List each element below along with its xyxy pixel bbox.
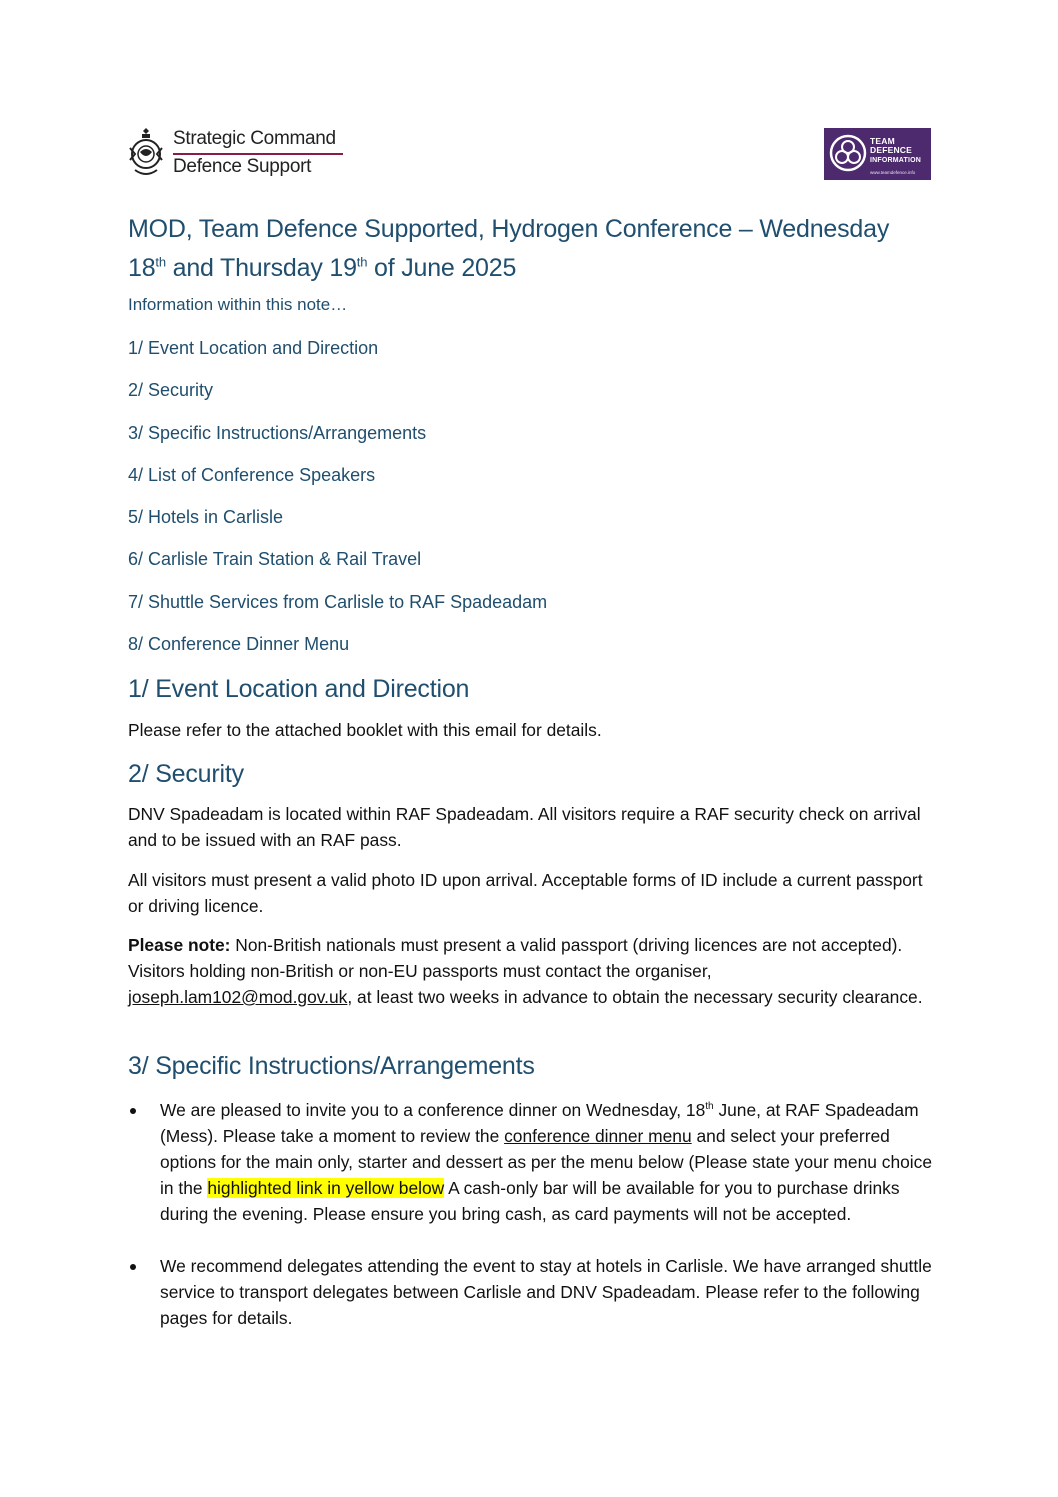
list-item: We are pleased to invite you to a conference dinner on Wednesday, 18th June, at RAF Spadeadam (Mess). Please take a moment to review the conference dinner menu and select your preferred options for the main only, starter and dessert as per the menu below (Please state your menu choice in the highlighted link in yellow below A cash-only bar will be available for you to purchase drinks during the evening. Please ensure you bring cash, as card payments will not be accepted.: [128, 1097, 934, 1227]
section-3-heading: 3/ Specific Instructions/Arrangements: [128, 1052, 535, 1080]
royal-crest-icon: [127, 126, 165, 178]
document-title: MOD, Team Defence Supported, Hydrogen Conference – Wednesday 18th and Thursday 19th of June 2025: [128, 215, 890, 282]
logo-url: www.teamdefence.info: [870, 170, 916, 175]
logo-divider: [173, 153, 343, 155]
toc-item[interactable]: 6/ Carlisle Train Station & Rail Travel: [128, 549, 422, 570]
section-1-heading: 1/ Event Location and Direction: [128, 675, 470, 703]
logo-line-1: Strategic Command: [173, 128, 336, 149]
organiser-email-link[interactable]: joseph.lam102@mod.gov.uk: [128, 987, 348, 1007]
team-defence-logo: [824, 128, 931, 180]
bullet-icon: [130, 1264, 136, 1270]
toc-item[interactable]: 2/ Security: [128, 380, 214, 401]
bullet-icon: [130, 1108, 136, 1114]
toc-intro: Information within this note…: [128, 295, 348, 314]
security-paragraph-1: DNV Spadeadam is located within RAF Spadeadam. All visitors require a RAF security check on arrival and to be issued with an RAF pass.: [128, 804, 921, 850]
toc-item[interactable]: 3/ Specific Instructions/Arrangements: [128, 422, 427, 443]
toc-item[interactable]: 7/ Shuttle Services from Carlisle to RAF Spadeadam: [128, 591, 548, 612]
trefoil-emblem-icon: [828, 133, 868, 173]
toc-item[interactable]: 4/ List of Conference Speakers: [128, 464, 376, 485]
highlighted-text: highlighted link in yellow below: [207, 1178, 445, 1198]
table-of-contents: [128, 335, 547, 673]
toc-item[interactable]: 8/ Conference Dinner Menu: [128, 634, 350, 655]
dinner-menu-link[interactable]: conference dinner menu: [504, 1126, 692, 1146]
logo-information: INFORMATION: [870, 157, 922, 164]
section-1-text: Please refer to the attached booklet with this email for details.: [128, 720, 602, 740]
logo-defence: DEFENCE: [870, 145, 913, 155]
logo-team: TEAM: [870, 136, 895, 146]
security-paragraph-2: All visitors must present a valid photo ID upon arrival. Acceptable forms of ID include a current passport or driving licence.: [128, 870, 923, 916]
instructions-list: [128, 1097, 934, 1357]
security-note: Please note: Non-British nationals must present a valid passport (driving licences are not accepted). Visitors holding non-British or non-EU passports must contact the organiser, joseph.lam102@mod.gov.uk, at least two weeks in advance to obtain the necessary security clearance.: [128, 935, 923, 1007]
toc-item[interactable]: 1/ Event Location and Direction: [128, 338, 379, 358]
section-2-heading: 2/ Security: [128, 760, 244, 788]
logo-line-2: Defence Support: [173, 156, 312, 177]
toc-item[interactable]: 5/ Hotels in Carlisle: [128, 507, 284, 528]
list-item: We recommend delegates attending the event to stay at hotels in Carlisle. We have arranged shuttle service to transport delegates between Carlisle and DNV Spadeadam. Please refer to the following pages for details.: [128, 1253, 934, 1331]
strategic-command-logo: [127, 126, 357, 182]
